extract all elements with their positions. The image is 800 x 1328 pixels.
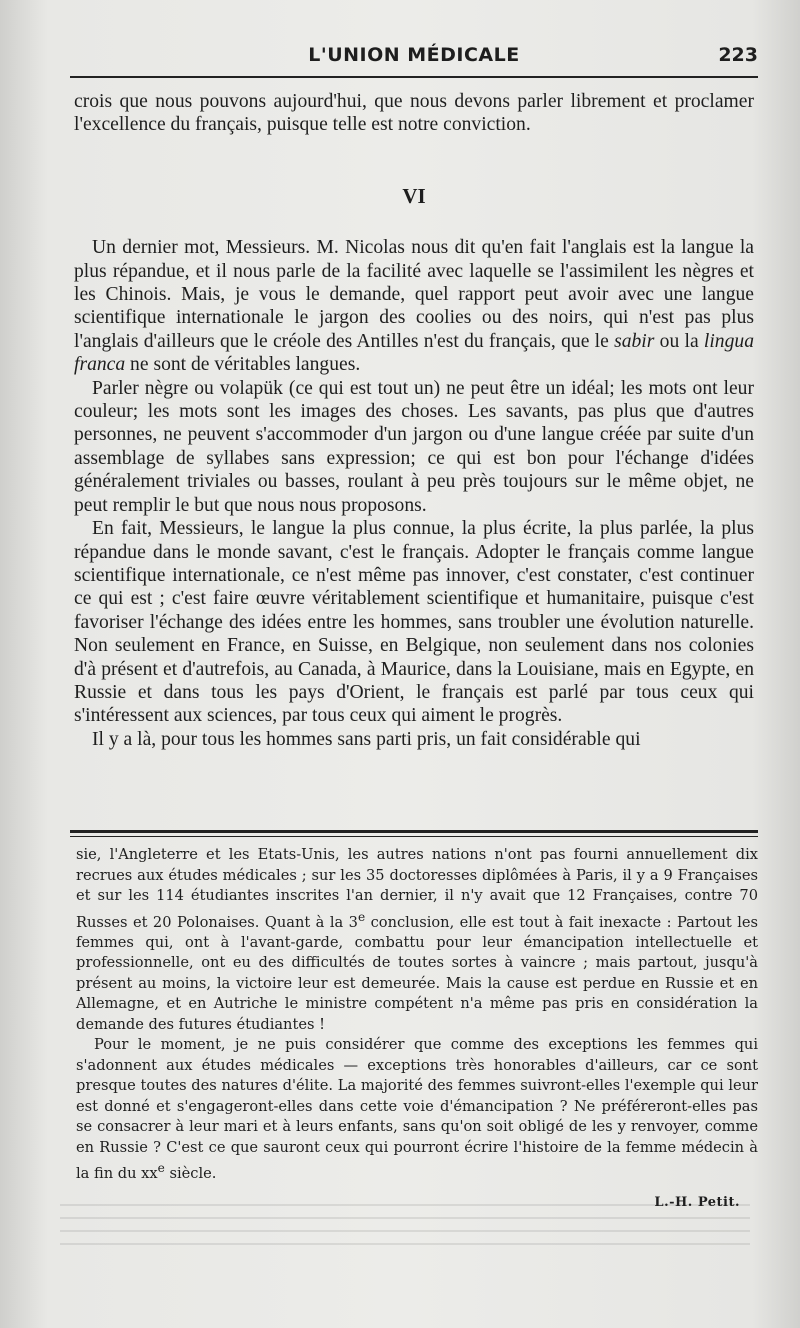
paragraph-2: Parler nègre ou volapük (ce qui est tout un) ne peut être un idéal; les mots ont leur couleur; les mots sont les images des choses. Les savants, pas plus que d'autres personnes, ne peuvent s'accommoder d'un jargon ou d'une langue créée par suite d'un assemblage de syllabes sans expression; ce qui est bon pour l'échange d'idées généralement triviales ou basses, roulant à peu près toujours sur le même objet, ne peut remplir le but que nous nous proposons. — [74, 377, 754, 516]
paragraph-1 — [74, 236, 754, 376]
page-header — [70, 44, 758, 74]
paragraph-1-text-b: ou la — [654, 330, 704, 352]
footnote-block — [76, 845, 758, 1213]
section-heading: VI — [402, 183, 426, 208]
footnote-2-superscript: e — [157, 1161, 165, 1176]
author-signature: L.-H. Petit. — [654, 1194, 740, 1210]
paragraph-3: En fait, Messieurs, le langue la plus connue, la plus écrite, la plus parlée, la plus répandue dans le monde savant, c'est le français. Adopter le français comme langue scientifique internationale, ce n'est même pas innover, c'est constater, c'est continuer ce qui est ; c'est faire œuvre véritablement scientifique et humanitaire, puisque c'est favoriser l'échange des idées entre les hommes, sans troubler une évolution naturelle. Non seulement en France, en Suisse, en Belgique, non seulement dans nos colonies d'à présent et d'autrefois, au Canada, à Maurice, dans la Louisiane, mais en Egypte, en Russie et dans tous les pays d'Orient, le français est parlé par tous ceux qui s'intéressent aux sciences, par tous ceux qui aiment le progrès. — [74, 518, 754, 727]
footnote-paragraph-2 — [76, 1035, 758, 1184]
footnote-rule-thin — [70, 836, 758, 837]
header-rule — [70, 76, 758, 78]
main-text — [74, 90, 754, 751]
term-sabir: sabir — [614, 330, 655, 352]
footnote-rule-thick — [70, 830, 758, 833]
footnote-2-text-b: siècle. — [164, 1165, 217, 1183]
paragraph-1-text-a: Un dernier mot, Messieurs. M. Nicolas nous dit qu'en fait l'anglais est la langue la plus répandue, et il nous parle de la facilité avec laquelle se l'assimilent les nègres et les Chinois. Mais, je vous le demande, quel rapport peut avoir avec une langue scientifique internationale le jargon des coolies ou des noirs, qui n'est pas plus l'anglais d'ailleurs que le créole des Antilles n'est du français, que le — [74, 237, 754, 352]
paragraph-1-text-c: ne sont de véritables langues. — [125, 354, 361, 376]
bleed-through-shadow — [60, 1195, 750, 1305]
footnote-2-century: xx — [141, 1165, 158, 1183]
footnote-paragraph-1 — [76, 845, 758, 1035]
footnote-1-superscript: e — [357, 909, 366, 924]
term-lingua-franca: lingua franca — [74, 330, 754, 376]
paragraph-continuation: crois que nous pouvons aujourd'hui, que nous devons parler librement et proclamer l'excellence du français, puisque telle est notre conviction. — [74, 91, 754, 136]
running-title: L'UNION MÉDICALE — [308, 44, 520, 66]
footnote-1-text-a: sie, l'Angleterre et les Etats-Unis, les autres nations n'ont pas fourni annuellement dix recrues aux études médicales ; sur les 35 doctoresses diplômées à Paris, il y a 9 Françaises et sur les 114 étudiantes inscrites l'an dernier, il n'y avait que 12 Françaises, contre 70 Russes et 20 Polonaises. Quant à la 3 — [76, 846, 758, 931]
footnote-1-text-b: conclusion, elle est tout à fait inexacte : Partout les femmes qui, ont à l'avant-garde, combattu pour leur émancipation intellectuelle et professionnelle, ont eu des difficultés de toutes sortes à vaincre ; mais partout, jusqu'à présent au moins, la victoire leur est demeurée. Mais la cause est perdue en Russie et en Allemagne, et en Autriche le ministre compétent n'a même pas pris en considération la demande des futures étudiantes ! — [76, 913, 758, 1033]
page-number: 223 — [718, 44, 758, 66]
footnote-2-text-a: Pour le moment, je ne puis considérer que comme des exceptions les femmes qui s'adonnent aux études médicales — exceptions très honorables d'ailleurs, car ce sont presque toutes des natures d'élite. La majorité des femmes suivront-elles l'exemple qui leur est donné et s'engageront-elles dans cette voie d'émancipation ? Ne préféreront-elles pas se consacrer à leur mari et à leurs enfants, sans qu'on soit obligé de les y renvoyer, comme en Russie ? C'est ce que sauront ceux qui pourront écrire l'histoire de la femme médecin à la fin du — [76, 1036, 758, 1183]
paragraph-4: Il y a là, pour tous les hommes sans parti pris, un fait considérable qui — [92, 728, 641, 750]
